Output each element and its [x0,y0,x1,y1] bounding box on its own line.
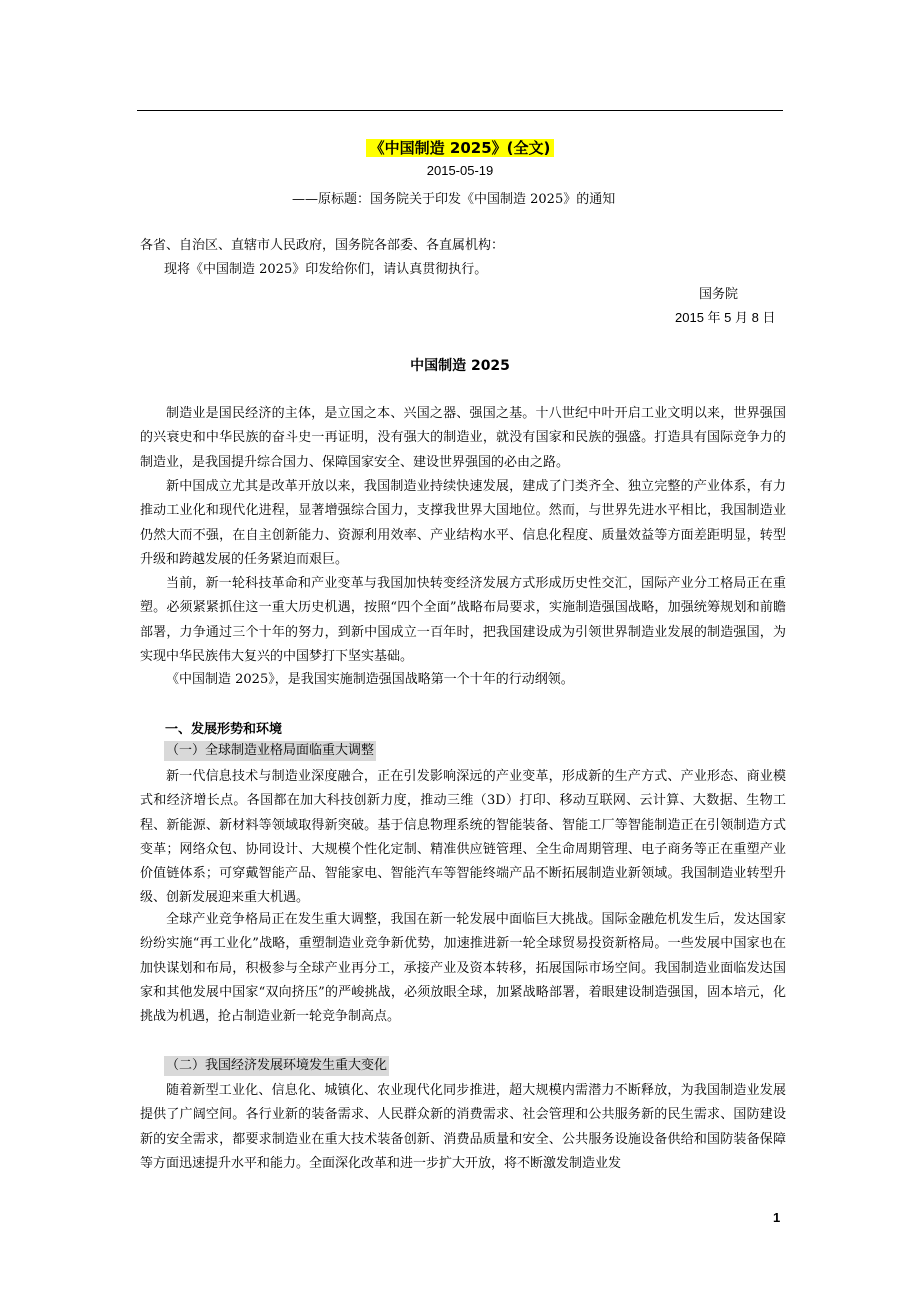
publish-date: 2015-05-19 [426,163,494,178]
body-paragraph: 新一代信息技术与制造业深度融合，正在引发影响深远的产业变革，形成新的生产方式、产业形态、商业模式和经济增长点。各国都在加大科技创新力度，推动三维（3D）打印、移动互联网、云计算、大数据、生物工程、新能源、新材料等领域取得新突破。基于信息物理系统的智能装备、智能工厂等智能制造正在引领制造方式变革；网络众包、协同设计、大规模个性化定制、精准供应链管理、全生命周期管理、电子商务等正在重塑产业价值链体系；可穿戴智能产品、智能家电、智能汽车等智能终端产品不断拓展制造业新领域。我国制造业转型升级、创新发展迎来重大机遇。 [140,769,786,906]
header-rule [137,110,783,111]
section-heading: 一、发展形势和环境 [165,722,283,737]
intro-paragraph: 制造业是国民经济的主体，是立国之本、兴国之器、强国之基。十八世纪中叶开启工业文明以来，世界强国的兴衰史和中华民族的奋斗史一再证明，没有强大的制造业，就没有国家和民族的强盛。打造具有国际竞争力的制造业，是我国提升综合国力、保障国家安全、建设世界强国的必由之路。 [140,406,786,470]
subsection-heading: （一）全球制造业格局面临重大调整 [164,741,376,761]
salutation: 各省、自治区、直辖市人民政府，国务院各部委、各直属机构： [140,238,505,253]
notice-body: 现将《中国制造 2025》印发给你们，请认真贯彻执行。 [164,262,488,277]
page-number: 1 [773,1210,781,1225]
sign-date: 2015 年 5 月 8 日 [675,310,776,325]
body-paragraph: 全球产业竞争格局正在发生重大调整，我国在新一轮发展中面临巨大挑战。国际金融危机发生后，发达国家纷纷实施“再工业化”战略，重塑制造业竞争新优势，加速推进新一轮全球贸易投资新格局。一些发展中国家也在加快谋划和布局，积极参与全球产业再分工，承接产业及资本转移，拓展国际市场空间。我国制造业面临发达国家和其他发展中国家“双向挤压”的严峻挑战，必须放眼全球，加紧战略部署，着眼建设制造强国，固本培元，化挑战为机遇，抢占制造业新一轮竞争制高点。 [140,912,786,1025]
intro-paragraph: 当前，新一轮科技革命和产业变革与我国加快转变经济发展方式形成历史性交汇，国际产业分工格局正在重塑。必须紧紧抓住这一重大历史机遇，按照“四个全面”战略布局要求，实施制造强国战略，加强统筹规划和前瞻部署，力争通过三个十年的努力，到新中国成立一百年时，把我国建设成为引领世界制造业发展的制造强国，为实现中华民族伟大复兴的中国梦打下坚实基础。 [140,576,786,664]
highlighted-title: 《中国制造 2025》(全文) [366,139,555,157]
intro-paragraph: 《中国制造 2025》，是我国实施制造强国战略第一个十年的行动纲领。 [166,672,574,687]
subsection-heading: （二）我国经济发展环境发生重大变化 [164,1056,389,1076]
signer: 国务院 [699,287,739,302]
intro-paragraph: 新中国成立尤其是改革开放以来，我国制造业持续快速发展，建成了门类齐全、独立完整的产业体系，有力推动工业化和现代化进程，显著增强综合国力，支撑我世界大国地位。然而，与世界先进水平相比，我国制造业仍然大而不强，在自主创新能力、资源利用效率、产业结构水平、信息化程度、质量效益等方面差距明显，转型升级和跨越发展的任务紧迫而艰巨。 [140,479,786,567]
original-subtitle: ——原标题：国务院关于印发《中国制造 2025》的通知 [292,192,616,207]
body-paragraph: 随着新型工业化、信息化、城镇化、农业现代化同步推进，超大规模内需潜力不断释放，为我国制造业发展提供了广阔空间。各行业新的装备需求、人民群众新的消费需求、社会管理和公共服务新的民生需求、国防建设新的安全需求，都要求制造业在重大技术装备创新、消费品质量和安全、公共服务设施设备供给和国防装备保障等方面迅速提升水平和能力。全面深化改革和进一步扩大开放，将不断激发制造业发 [140,1083,786,1171]
document-title: 中国制造 2025 [410,358,510,374]
document-heading [0,137,920,159]
